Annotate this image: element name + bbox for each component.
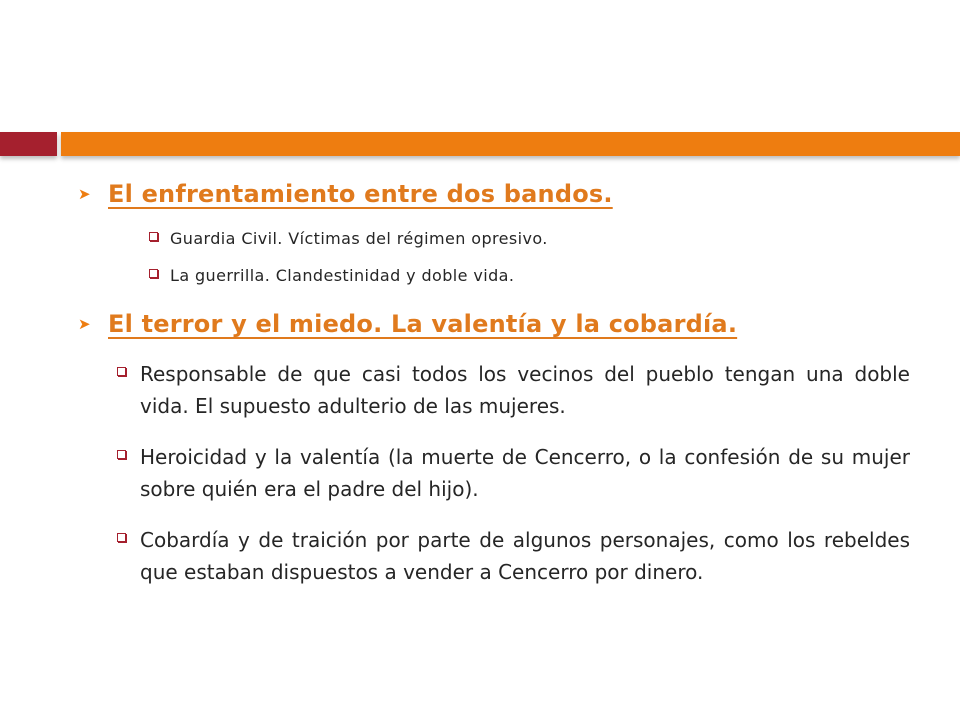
list-item xyxy=(117,441,910,505)
item-text: La guerrilla. Clandestinidad y doble vida. xyxy=(170,266,515,285)
checkbox-square-icon xyxy=(149,232,158,241)
item-text: Cobardía y de traición por parte de algunos personajes, como los rebeldes que estaban dispuestos a vender a Cencerro por dinero. xyxy=(140,528,910,584)
heading-text: El terror y el miedo. La valentía y la cobardía. xyxy=(108,310,738,338)
list-item xyxy=(117,358,910,422)
checkbox-square-icon xyxy=(149,269,158,278)
section-heading-1 xyxy=(78,180,938,208)
list-item xyxy=(149,266,514,285)
checkbox-square-icon xyxy=(117,533,126,542)
list-item xyxy=(149,229,548,248)
item-text: Heroicidad y la valentía (la muerte de Cencerro, o la confesión de su mujer sobre quién era el padre del hijo). xyxy=(140,445,910,501)
arrow-right-icon: ➤ xyxy=(78,185,91,203)
checkbox-square-icon xyxy=(117,367,126,376)
section-heading-2 xyxy=(78,310,938,338)
arrow-right-icon: ➤ xyxy=(78,315,91,333)
list-item xyxy=(117,524,910,588)
item-text: Guardia Civil. Víctimas del régimen opresivo. xyxy=(170,229,548,248)
item-text: Responsable de que casi todos los vecinos del pueblo tengan una doble vida. El supuesto adulterio de las mujeres. xyxy=(140,362,910,418)
heading-text: El enfrentamiento entre dos bandos. xyxy=(108,180,613,208)
checkbox-square-icon xyxy=(117,450,126,459)
